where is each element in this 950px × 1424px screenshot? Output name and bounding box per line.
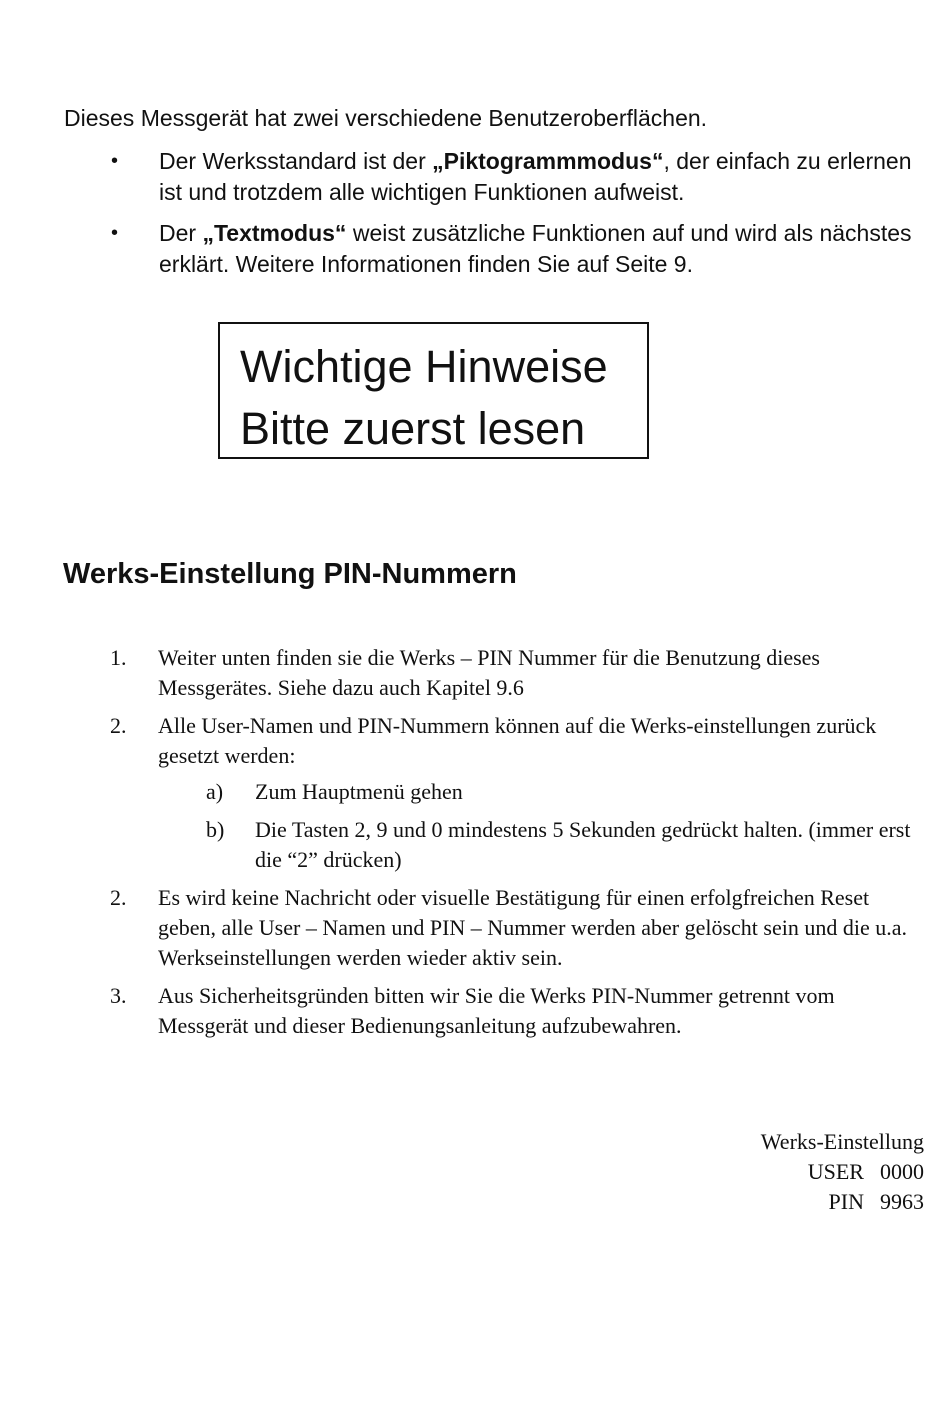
sub-step-item (158, 777, 930, 807)
step-item (110, 883, 930, 973)
factory-pin-row (761, 1187, 924, 1217)
interface-mode-list (108, 146, 928, 290)
user-label: USER (807, 1159, 864, 1184)
sub-steps (158, 777, 930, 875)
bullet-text: Der (159, 220, 203, 246)
factory-settings (761, 1127, 924, 1217)
sub-step-text: Zum Hauptmenü gehen (255, 779, 463, 804)
pin-value: 9963 (880, 1189, 924, 1214)
step-number: 2. (110, 713, 127, 738)
bullet-text: , der einfach zu erlernen ist und trotzdem alle wichtigen Funktionen aufweist. (159, 148, 912, 205)
step-number: 3. (110, 983, 127, 1008)
bullet-marker: • (111, 222, 119, 244)
sub-step-item (158, 815, 930, 875)
step-text: Alle User-Namen und PIN-Nummern können auf die Werks-einstellungen zurück gesetzt werden: (158, 713, 877, 768)
section-title: Werks-Einstellung PIN-Nummern (63, 558, 517, 590)
step-text: Weiter unten finden sie die Werks – PIN Nummer für die Benutzung dieses Messgerätes. Siehe dazu auch Kapitel 9.6 (158, 645, 820, 700)
bullet-text: Der Werksstandard ist der (159, 148, 433, 174)
important-notice-box (218, 322, 649, 459)
factory-settings-title: Werks-Einstellung (760, 1129, 924, 1154)
step-number: 2. (110, 885, 127, 910)
bullet-marker: • (111, 150, 119, 172)
list-item (108, 146, 928, 208)
factory-user-row (761, 1157, 924, 1187)
sub-step-letter: b) (206, 817, 225, 842)
list-item (108, 218, 928, 280)
sub-step-letter: a) (206, 779, 224, 804)
notice-title: Wichtige Hinweise (240, 341, 608, 392)
notice-subtitle: Bitte zuerst lesen (240, 403, 586, 454)
mode-name-text: „Textmodus“ (202, 220, 347, 246)
pin-label: PIN (828, 1189, 864, 1214)
pin-reset-steps (110, 643, 930, 1049)
bullet-text: weist zusätzliche Funktionen auf und wird als nächstes erklärt. Weitere Informationen finden Sie auf Seite 9. (159, 220, 912, 277)
mode-name-pictogram: „Piktogrammmodus“ (432, 148, 664, 174)
step-number: 1. (110, 645, 127, 670)
step-item (110, 643, 930, 703)
step-text: Aus Sicherheitsgründen bitten wir Sie die Werks PIN-Nummer getrennt vom Messgerät und dieser Bedienungsanleitung aufzubewahren. (158, 983, 835, 1038)
step-item (110, 981, 930, 1041)
step-item (110, 711, 930, 875)
user-value: 0000 (880, 1159, 924, 1184)
sub-step-text: Die Tasten 2, 9 und 0 mindestens 5 Sekunden gedrückt halten. (immer erst die “2” drücken) (255, 817, 911, 872)
intro-text: Dieses Messgerät hat zwei verschiedene Benutzeroberflächen. (64, 105, 708, 131)
step-text: Es wird keine Nachricht oder visuelle Bestätigung für einen erfolgfreichen Reset geben, alle User – Namen und PIN – Nummer werden aber gelöscht sein und die u.a. Werkseinstellungen werden wieder aktiv sein. (158, 885, 907, 970)
